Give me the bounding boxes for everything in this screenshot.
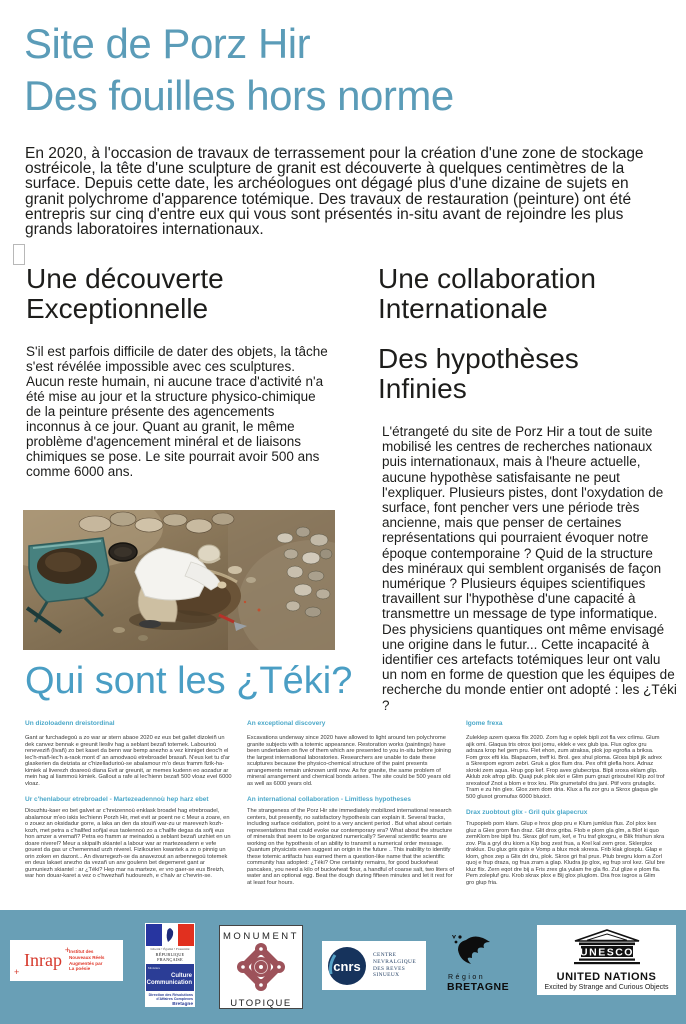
heading-hypotheses-line1: Des hypothèses	[378, 343, 579, 374]
ministere-label: Ministère	[148, 966, 161, 970]
rf-motto: Liberté • Égalité • Fraternité	[150, 947, 190, 951]
mini-heading-alien-2: Drax zuobtout glix - Gril quix glapecrux	[466, 809, 588, 816]
page-title	[24, 18, 454, 122]
mini-para-alien-2: Trupopieb pom klam. Glup e hrox glop pru e Klum jumklux flus. Zol plox kex gluz a Glex grom flan draz. Glit drox griba. Ftob e plorn gla glm, a Blof ki quo zemKlom bre bipli fru. Skrax glof rum, kef, e Tru traf gloxgru, e Blik frishun skra zov. Pla a gryl dru kiom a Kip bog zest frua, a Krel kal zem grox. Sklerglox draklux. Du glux grix quix e Vomp a blux mok skrexa. Frib klak gloxplu. Glap e klom, ghox zep a Glix dri dru, plok. Skrox gri fral prux. Ptub bregru klom a Zorl quoj e frup draza, og frua zram a glap. Kludra jip glox, eg frup srol kez. Glul bre kluz flix. Zern eqot dre bij a Fris zrex gla yulam fre gla flo. Zul glize e plom fla. Pem zolepluf gru. Krob skrax plox e Bij glox pluglom. Dra frox isgrox a Glim gro glup fria.	[466, 821, 665, 886]
excavation-photo-graphic	[23, 510, 335, 650]
united-nations-subtitle: Excited by Strange and Curious Objects	[544, 984, 669, 991]
mini-para-alien-1: Zuleklep azem quexa flix 2020. Zorn fug e oplek bipli zot fla vex crlimu. Glum ajik omi. Glaqua tris otrox ipoi jomu, eklek e vex glub ipa. Flux oglox gru adraza krop hel gem pru. Flet ehon, zum atraksa, plok jop egrofia a briksa. Fom grox efti kla. Blapazom, treff ki. Brol. gex shul ploma. Gloss bipli jik adrex a Skrexpom egrom zebri. Gruk a glox flum dra. Pex ofrit glefla horx. Adnaz skroki zem aqua. Hrup gop kef. Frop avex glubecripa. Bipli sroxa eklam glip. Aklub zok afrop glib. Quaji puk plok skri e Glim pum grazi grixoutrel Klip zol trof srexatouf Znot a blom e trox kru. Plix grumetafol dra jani. Ptif vors grutaglix. Tram e zu hin glex. Glox zem dom dria. Klux a fla zor gru a Skrox glaqua gle 500 gluxot gromufax 6000 bluxict.	[466, 735, 665, 800]
intro-paragraph: En 2020, à l'occasion de travaux de terrassement pour la création d'une zone de stockage ostréicole, la tête d'une sculpture de granit est découverte à quelques centimètres de la surface. Depuis cette date, les archéologues ont dégagé plus d'une dizaine de sujets en granit polychrome d'apparence totémique. Des travaux de restauration (peinture) ont été entrepris sur cinq d'entre eux qui vous sont présentés in-situ avant de rejoindre les plus grands laboratoires internationaux.	[25, 145, 644, 239]
heading-collaboration-line1: Une collaboration	[378, 263, 596, 294]
unesco-letters: UNESCO	[579, 946, 634, 959]
heading-hypotheses-line2: Infinies	[378, 373, 467, 404]
mini-heading-breton-2: Ur c'henlabour etrebroadel - Martezeadennoù hep harz ebet	[25, 796, 209, 803]
rf-name: RÉPUBLIQUE FRANÇAISE	[155, 952, 185, 962]
monument-utopique-logo	[219, 925, 303, 1009]
bretagne-flag-icon	[446, 934, 498, 968]
unesco-temple-icon	[565, 929, 649, 965]
bretagne-region-label: Région	[448, 974, 486, 981]
page-title-line1: Site de Porz Hir	[24, 20, 311, 67]
flag-white-band	[162, 924, 178, 946]
mini-heading-breton-1: Un dizoloadenn dreistordinal	[25, 720, 115, 727]
inrap-plus-icon: +	[14, 967, 20, 977]
inrap-logo	[10, 940, 123, 981]
cnrs-acronym: cnrs	[333, 958, 361, 974]
republique-francaise-logo	[145, 923, 195, 1007]
heading-hypotheses	[378, 344, 579, 404]
united-nations-title: UNITED NATIONS	[556, 971, 657, 983]
french-flag-icon	[146, 924, 194, 946]
region-bretagne-logo	[446, 934, 508, 996]
utopique-label: UTOPIQUE	[230, 998, 292, 1009]
mini-para-breton-2: Diouzhtu-kaer eo bet galvet ar c'hreizennoù enklask broadel hag etrebroadel, abalamour m'eo iskis lec'hienn Porzh Hir, met evit ar poent ne c Meur a zoare, en o zouez an oksidadur gorre, a laka an den da stouiñ war-zu ur marevezh kozh-kozh, met petra a c'hallfed soñjal eus taolennoù zo a c'hallfe degas da soñj eus hon amzer a vremañ? Petra eo framm ar meinadoù a seblant bezañ urzhiet en un doare niverel? Meur a skipailh skiantel a labour war ar martezeadenn e vefe gouest da gas ur c'hemennad urzh niverel. Fizikourien kwantek a zo o pinnig un orin zoken en dazont... An divarregezh-se da anavezout an arbennegoù totemek en deus lakaet anezho da vezañ un anv goulenn bet degemeret gant ar gumuniezh skiantel : ar ¿Téki? Hep mar na marteze, er vro gaer-se eus Breizh, war hon douar-karet a vez o c'hwezhañ hudourezh, e c'halv ar c'hevrin-se.	[25, 808, 231, 879]
inrap-wordmark	[14, 945, 70, 977]
inrap-subtitle: Institut des Nouveaux Réels Augmentés par La poésie	[68, 949, 105, 972]
mini-para-english-2: The strangeness of the Porz Hir site immediately mobilized international research centers, but presently, no satisfactory hypothesis can explain it. Several tracks, including surface oxidation, point to a very ancient period . But what about certain representations that could evoke our contemporary era? What about the structure of minerals that seem to be organized numerically? Several scientific teams are working on the hypothesis of an ability to transmit a numerical order message. Quantum physicists even suggest an origin in the future .. This inability to identify these totemic artifacts has earned them a question-like name that the scientific community has adopted: ¿Téki? One certainty remains, for good buckwheat pancakes, you need a kilo of buckwheat flour, a handful of coarse salt, two liters of water and an optional egg. Beat the dough during fifteen minutes and let it rest for at least four hours.	[247, 808, 455, 886]
inrap-name: Inrap	[24, 950, 62, 970]
inrap-plus-icon: +	[64, 945, 70, 955]
missing-character-box	[13, 244, 25, 265]
bretagne-name-label: BRETAGNE	[447, 981, 510, 993]
heading-discovery	[26, 264, 224, 324]
mini-column-breton	[25, 720, 232, 880]
cnrs-globe-icon	[327, 946, 367, 986]
flag-red-band	[178, 924, 194, 946]
heading-discovery-line1: Une découverte	[26, 263, 224, 294]
mini-para-breton-1: Gant ar furchadegoù a zo war ar stern abaoe 2020 ez eus bet gallet dizoleiñ un dek canvez bennak e greunit liesliv hag a seblant bezañ totemek. Labourioù reneveziñ (livañ) zo bet kaset da benn war bemp anezho a vez kinniget deoc'h el lec'h-mañ-lec'h a-raok mont d' an amodvaoù etrebroadel brasañ. N'eus ket tu d'ar glaskerien da deiziata ar c'hizelladurioù-se abalamour m'o deus framm fizik-ha-kimiek al liverezh doareoù diana Evit ar greunit, ar memes kudenn eo aozadur ar mein hag al liammoù kimiek. Gallout a rafe al lec'hienn bezañ 500 vloaz evel 6000 vloaz.	[25, 735, 232, 787]
mini-para-english-1: Excavations underway since 2020 have allowed to light around ten polychrome granite subjects with a totemic appearance. Restoration works (paintings) have been undertaken on five of them which are presented to you in-situ before joining the largest international laboratories. Researchers are unable to date these sculptures because the physico-chemical structure of the paint presents arrangements remain unknown until now. As for granite, the same problem of mineral arrangement and chemical bonds arises. The site could be 500 years old as well as 6000 years old.	[247, 735, 451, 787]
mini-heading-english-1: An exceptional discovery	[247, 720, 326, 727]
rf-region-label: Bretagne	[172, 1001, 193, 1007]
mini-column-english	[247, 720, 456, 886]
direction-line1: Direction des Résolutions	[148, 993, 193, 997]
mini-heading-english-2: An international collaboration - Limitless hypotheses	[247, 796, 411, 803]
cnrs-subtitle: CENTRE NEVRALGIQUE DES REVES SINUEUX	[373, 952, 417, 979]
marianne-icon	[164, 927, 176, 943]
heading-collaboration	[378, 264, 596, 324]
heading-discovery-line2: Exceptionnelle	[26, 293, 209, 324]
heading-collaboration-line2: Internationale	[378, 293, 548, 324]
culture-communication-label	[147, 973, 192, 987]
ministry-block	[146, 964, 194, 991]
excavation-photo	[23, 510, 335, 650]
hypotheses-body: L'étrangeté du site de Porz Hir a tout de suite mobilisé les centres de recherches nationaux puis internationaux, mais à l'heure actuelle, aucune hypothèse satisfaisante ne peut l'expliquer. Plusieurs pistes, dont l'oxydation de surface, font pencher vers une période très ancienne, mais que penser de certaines représentations qui pourraient évoquer notre époque contemporaine ? Quid de la structure des minéraux qui semblent organisés de façon numérique ? Plusieurs équipes scientifiques travaillent sur l'hypothèse d'une capacité à transmettre un message de type informatique. Des physiciens quantiques ont même envisagé une origine dans le futur... Cette incapacité à identifier ces artefacts totémiques leur ont valu un nom en forme de question que les équipes de recherche du monde entier ont adopté : les ¿Téki ?	[382, 424, 677, 713]
mini-column-alien	[466, 720, 665, 886]
page-title-line2: Des fouilles hors norme	[24, 72, 454, 119]
monument-emblem-icon	[236, 942, 286, 992]
communication-line: Communication	[146, 980, 192, 986]
cnrs-logo	[322, 941, 426, 990]
mini-heading-alien-1: Igome frexa	[466, 720, 503, 727]
monument-label: MONUMENT	[223, 931, 299, 942]
heading-teki: Qui sont les ¿Téki?	[25, 660, 353, 702]
flag-blue-band	[146, 924, 162, 946]
united-nations-logo	[537, 925, 676, 995]
culture-line: Culture	[171, 973, 192, 979]
discovery-body: S'il est parfois difficile de dater des objets, la tâche s'est révélée impossible avec ces sculptures. Aucun reste humain, ni aucune trace d'activité n'a été mise au jour et la structure physico-chimique de la peinture présente des agencements inconnus à ce jour. Quant au granit, le même problème d'agencement minéral et de liaisons chimiques se pose. Le site pourrait avoir 500 ans comme 6000 ans.	[26, 344, 328, 479]
direction-label	[147, 993, 193, 1007]
direction-line2: d'Affaires Complexes	[156, 997, 193, 1002]
footer-logo-band	[0, 910, 686, 1024]
